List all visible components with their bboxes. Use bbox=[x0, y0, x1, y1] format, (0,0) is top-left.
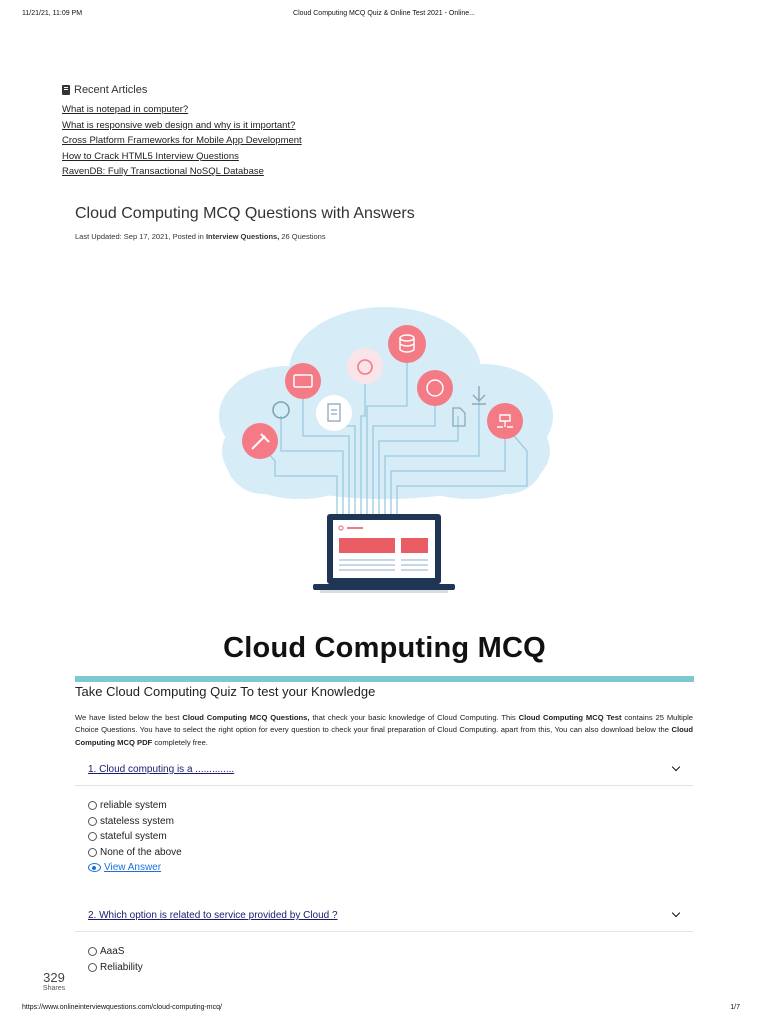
article-link[interactable]: What is notepad in computer? bbox=[62, 104, 189, 115]
question-header[interactable] bbox=[75, 757, 693, 786]
article-link[interactable]: RavenDB: Fully Transactional NoSQL Database bbox=[62, 166, 264, 177]
recent-articles bbox=[62, 84, 302, 180]
book-icon bbox=[62, 85, 70, 95]
option-label: reliable system bbox=[100, 800, 167, 811]
option-item[interactable] bbox=[88, 814, 693, 830]
option-item[interactable] bbox=[88, 944, 693, 960]
print-footer bbox=[0, 1004, 768, 1018]
options-list bbox=[75, 944, 693, 978]
option-label: stateful system bbox=[100, 831, 167, 842]
accent-bar bbox=[75, 676, 694, 682]
radio-button[interactable] bbox=[88, 817, 97, 826]
option-item[interactable] bbox=[88, 845, 693, 861]
article-link[interactable]: Cross Platform Frameworks for Mobile App Development bbox=[62, 135, 302, 146]
radio-button[interactable] bbox=[88, 947, 97, 956]
radio-button[interactable] bbox=[88, 848, 97, 857]
print-datetime: 11/21/21, 11:09 PM bbox=[22, 10, 83, 17]
radio-button[interactable] bbox=[88, 801, 97, 810]
view-answer-label: View Answer bbox=[104, 862, 162, 873]
hero-image bbox=[75, 276, 694, 686]
meta-count: 26 Questions bbox=[279, 232, 326, 241]
share-counter[interactable] bbox=[38, 970, 70, 992]
article-meta bbox=[75, 232, 326, 241]
option-label: stateless system bbox=[100, 815, 174, 827]
meta-date: Last Updated: Sep 17, 2021, Posted in bbox=[75, 232, 206, 241]
option-item[interactable] bbox=[88, 829, 693, 845]
radio-button[interactable] bbox=[88, 963, 97, 972]
option-label: AaaS bbox=[100, 946, 125, 957]
list-item bbox=[62, 118, 302, 134]
list-item bbox=[62, 149, 302, 165]
question-text[interactable]: 2. Which option is related to service provided by Cloud ? bbox=[88, 910, 338, 921]
hero-caption: Cloud Computing MCQ bbox=[223, 632, 546, 664]
option-item[interactable] bbox=[88, 798, 693, 814]
print-page-number: 1/7 bbox=[730, 1004, 740, 1011]
list-item bbox=[62, 164, 302, 180]
meta-category-link[interactable]: Interview Questions, bbox=[205, 232, 280, 241]
question-text[interactable]: 1. Cloud computing is a .............. bbox=[88, 764, 235, 775]
view-answer-link[interactable] bbox=[75, 860, 693, 875]
question-card-1 bbox=[75, 757, 693, 875]
recent-articles-label: Recent Articles bbox=[74, 84, 148, 96]
option-label: None of the above bbox=[100, 846, 182, 858]
share-label: Shares bbox=[42, 985, 66, 992]
recent-articles-list bbox=[62, 102, 302, 180]
intro-paragraph: We have listed below the best Cloud Computing MCQ Questions, that check your basic knowledge of Cloud Computing. This Cloud Computing MCQ Test contains 25 Multiple Choice Questions. You have to select the right option for every question to check your final preparation of Cloud Computing. apart from this, You can also download below the Cloud Computing MCQ PDF completely free. bbox=[75, 712, 693, 747]
cloud-computing-illustration bbox=[75, 276, 694, 628]
chevron-down-icon[interactable] bbox=[672, 909, 680, 917]
print-page-title: Cloud Computing MCQ Quiz & Online Test 2021 - Online... bbox=[293, 10, 475, 17]
print-url: https://www.onlineinterviewquestions.com/cloud-computing-mcq/ bbox=[22, 1004, 222, 1011]
question-card-2 bbox=[75, 903, 693, 978]
recent-articles-heading bbox=[62, 84, 302, 96]
article-link[interactable]: How to Crack HTML5 Interview Questions bbox=[62, 150, 239, 162]
list-item bbox=[62, 102, 302, 118]
share-count: 329 bbox=[43, 970, 65, 985]
option-label: Reliability bbox=[100, 961, 143, 973]
option-item[interactable] bbox=[88, 960, 693, 976]
quiz-heading: Take Cloud Computing Quiz To test your Knowledge bbox=[75, 684, 376, 699]
list-item bbox=[62, 133, 302, 149]
print-header bbox=[0, 10, 768, 24]
article-link[interactable]: What is responsive web design and why is it important? bbox=[62, 119, 296, 131]
options-list bbox=[75, 798, 693, 860]
chevron-down-icon[interactable] bbox=[672, 763, 680, 771]
eye-icon bbox=[88, 863, 101, 872]
page-title: Cloud Computing MCQ Questions with Answers bbox=[75, 205, 415, 222]
question-header[interactable] bbox=[75, 903, 693, 932]
radio-button[interactable] bbox=[88, 832, 97, 841]
